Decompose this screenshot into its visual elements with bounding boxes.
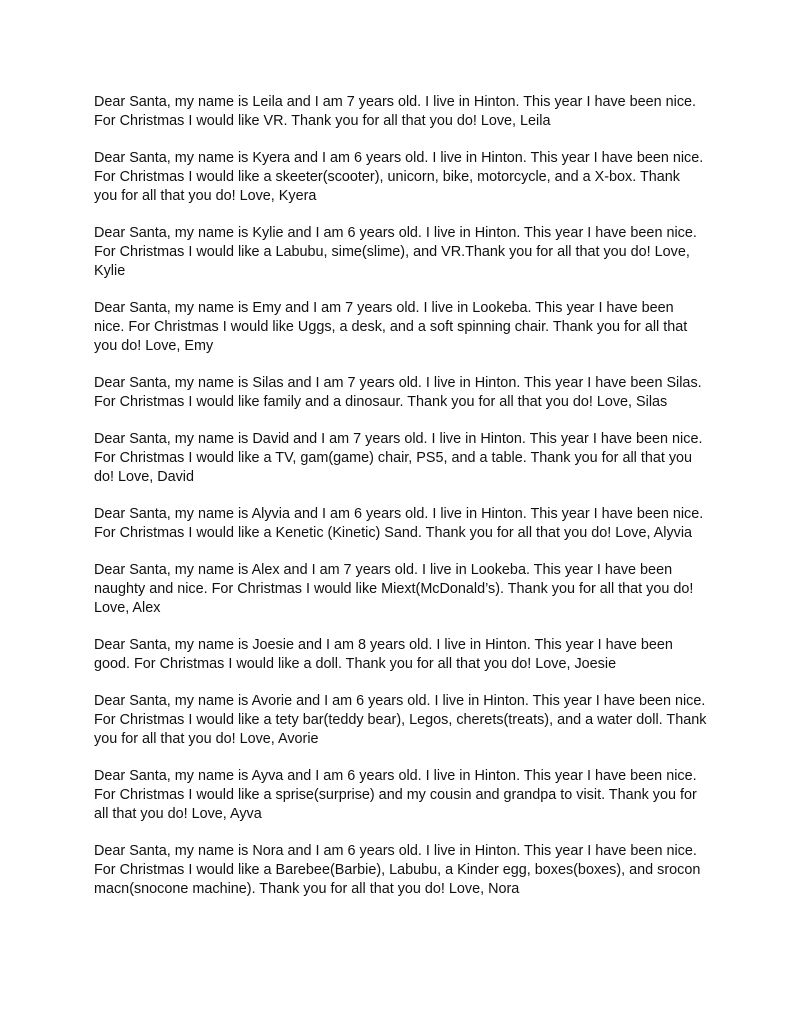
letter-paragraph [94, 561, 734, 618]
letter-line: Dear Santa, my name is Kylie and I am 6 years old. I live in Hinton. This year I have been nice. [94, 225, 697, 241]
letter-line: For Christmas I would like a skeeter(scooter), unicorn, bike, motorcycle, and a X-box. Thank [94, 169, 680, 185]
letter-line: do! Love, David [94, 469, 194, 485]
letter-line: For Christmas I would like a Kenetic (Kinetic) Sand. Thank you for all that you do! Love, Alyvia [94, 525, 693, 541]
letter-line: Dear Santa, my name is Leila and I am 7 years old. I live in Hinton. This year I have been nice. [94, 94, 697, 110]
letter-line: Dear Santa, my name is Alyvia and I am 6 years old. I live in Hinton. This year I have been nice. [94, 506, 704, 522]
letter-line: Dear Santa, my name is Silas and I am 7 years old. I live in Hinton. This year I have been Silas. [94, 375, 702, 391]
letter-paragraph [94, 430, 734, 487]
letter-line: Dear Santa, my name is Avorie and I am 6 years old. I live in Hinton. This year I have been nice. [94, 693, 706, 709]
letter-line: Dear Santa, my name is Joesie and I am 8 years old. I live in Hinton. This year I have been [94, 637, 673, 653]
letter-line: all that you do! Love, Ayva [94, 806, 262, 822]
letter-line: macn(snocone machine). Thank you for all that you do! Love, Nora [94, 881, 520, 897]
letter-line: Dear Santa, my name is David and I am 7 years old. I live in Hinton. This year I have been nice. [94, 431, 703, 447]
letter-paragraph [94, 149, 734, 206]
letter-line: you for all that you do! Love, Avorie [94, 731, 319, 747]
letter-paragraph [94, 505, 734, 543]
letter-paragraph [94, 692, 734, 749]
letter-paragraph [94, 93, 734, 131]
letter-line: For Christmas I would like a TV, gam(game) chair, PS5, and a table. Thank you for all that you [94, 450, 693, 466]
letter-line: you for all that you do! Love, Kyera [94, 188, 317, 204]
letter-paragraph [94, 842, 734, 899]
letter-line: Dear Santa, my name is Nora and I am 6 years old. I live in Hinton. This year I have been nice. [94, 843, 697, 859]
letters-list [94, 93, 734, 917]
letter-line: Dear Santa, my name is Kyera and I am 6 years old. I live in Hinton. This year I have been nice. [94, 150, 704, 166]
letter-paragraph [94, 636, 734, 674]
letter-line: For Christmas I would like VR. Thank you for all that you do! Love, Leila [94, 113, 551, 129]
letter-paragraph [94, 299, 734, 356]
letter-paragraph [94, 767, 734, 824]
letter-line: For Christmas I would like a sprise(surprise) and my cousin and grandpa to visit. Thank you for [94, 787, 697, 803]
letter-line: Dear Santa, my name is Emy and I am 7 years old. I live in Lookeba. This year I have been [94, 300, 674, 316]
letter-line: you do! Love, Emy [94, 338, 214, 354]
letter-line: naughty and nice. For Christmas I would like Miext(McDonald’s). Thank you for all that you do! [94, 581, 694, 597]
letter-line: nice. For Christmas I would like Uggs, a desk, and a soft spinning chair. Thank you for all that [94, 319, 688, 335]
letter-line: good. For Christmas I would like a doll. Thank you for all that you do! Love, Joesie [94, 656, 617, 672]
letter-line: Love, Alex [94, 600, 161, 616]
letter-line: For Christmas I would like family and a dinosaur. Thank you for all that you do! Love, Silas [94, 394, 668, 410]
letter-line: For Christmas I would like a Barebee(Barbie), Labubu, a Kinder egg, boxes(boxes), and srocon [94, 862, 701, 878]
letter-line: Dear Santa, my name is Alex and I am 7 years old. I live in Lookeba. This year I have been [94, 562, 673, 578]
letter-paragraph [94, 224, 734, 281]
letter-line: For Christmas I would like a tety bar(teddy bear), Legos, cherets(treats), and a water doll. Thank [94, 712, 707, 728]
letter-line: Dear Santa, my name is Ayva and I am 6 years old. I live in Hinton. This year I have been nice. [94, 768, 697, 784]
letter-paragraph [94, 374, 734, 412]
letter-line: For Christmas I would like a Labubu, sime(slime), and VR.Thank you for all that you do! Love, [94, 244, 690, 260]
letter-line: Kylie [94, 263, 126, 279]
